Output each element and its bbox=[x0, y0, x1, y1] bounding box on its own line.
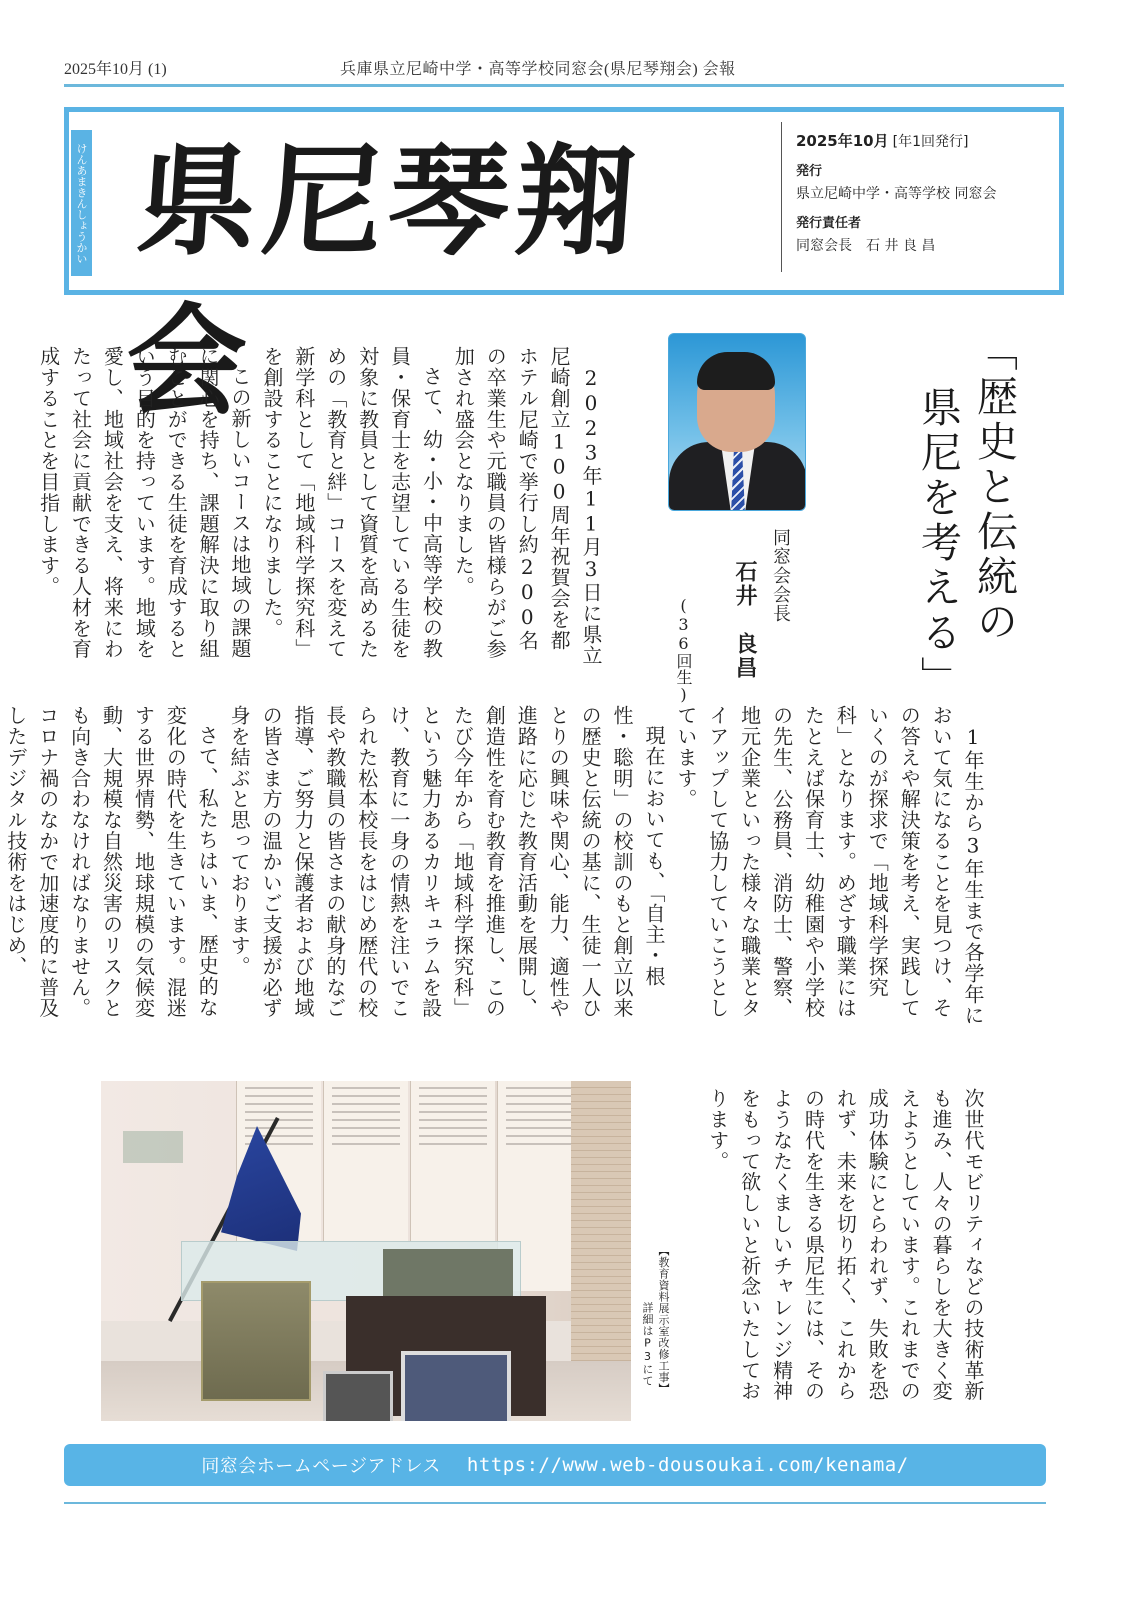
photo-window-reflection bbox=[123, 1131, 183, 1163]
author-name: 石井 良昌 bbox=[732, 560, 758, 680]
article-headline bbox=[872, 330, 1022, 701]
history-panel bbox=[410, 1081, 495, 1241]
article-body-bottom bbox=[705, 1088, 988, 1410]
publication-name: 兵庫県立尼崎中学・高等学校同窓会(県尼琴翔会) 会報 bbox=[340, 61, 736, 78]
homepage-banner bbox=[64, 1444, 1046, 1486]
masthead bbox=[64, 107, 1064, 432]
photo-caption-note: 詳細はP3にて bbox=[641, 1302, 654, 1387]
article-body-top bbox=[36, 346, 606, 668]
school-model bbox=[383, 1249, 513, 1299]
photo-caption-title: 【教育資料展示室改修工事】 bbox=[657, 1245, 670, 1395]
headline-line-1: 「歴史と伝統の bbox=[970, 330, 1018, 645]
publisher-value: 県立尼崎中学・高等学校 同窓会 bbox=[796, 186, 997, 202]
paragraph: さて、私たちはいま、歴史的な変化の時代を生きています。混迷する世界情勢、地球規模の気候変動、大規模な自然災害のリスクとも向き合わなければなりません。コロナ禍のなかで加速度的に普及したデジタル技術をはじめ、 bbox=[3, 705, 220, 1019]
running-header bbox=[64, 56, 1064, 86]
issue-date bbox=[796, 130, 1056, 151]
headline-line-2: 県尼を考える」 bbox=[914, 386, 962, 701]
portrait-hair bbox=[697, 352, 775, 390]
paragraph: 2023年11月3日に県立尼崎創立100周年祝賀会を都ホテル尼崎で挙行し約200名の卒業生や元職員の皆様らがご参加され盛会となりました。 bbox=[451, 346, 603, 666]
newsletter-title: 県尼琴翔会 bbox=[120, 131, 646, 432]
editor-value: 同窓会長 石 井 良 昌 bbox=[796, 238, 936, 254]
author-role: 同窓会会長 bbox=[770, 528, 791, 623]
photo-frame bbox=[323, 1371, 393, 1421]
homepage-url-link[interactable]: https://www.web-dousoukai.com/kenama/ bbox=[466, 1454, 909, 1476]
issue-page-label: 2025年10月 (1) bbox=[64, 61, 167, 78]
masthead-divider bbox=[781, 122, 782, 272]
publisher-label: 発行 bbox=[796, 164, 823, 179]
homepage-label: 同窓会ホームページアドレス bbox=[201, 1456, 441, 1477]
author-generation: (36回生) bbox=[674, 596, 693, 704]
header-rule bbox=[64, 84, 1064, 87]
editor-label: 発行責任者 bbox=[796, 216, 862, 231]
photo-frame bbox=[401, 1351, 511, 1421]
paragraph: この新しいコースは地域の課題に関心を持ち、課題解決に取り組むことができる生徒を育成するという目的を持っています。地域を愛し、地域社会を支え、将来にわたって社会に貢献できる人材を育成することを目指します。 bbox=[36, 346, 253, 660]
footer-rule bbox=[64, 1502, 1046, 1504]
title-reading: けんあまきんしょうかい bbox=[71, 130, 92, 276]
paragraph: さて、幼・小・中高等学校の教員・保育士を志望している生徒を対象に教員として資質を高めるための「教育と絆」コースを変えて新学科として「地域科学探究科」を創設することになりました。 bbox=[259, 346, 444, 660]
paragraph: 現在においても、「自主・根性・聡明」の校訓のもと創立以来の歴史と伝統の基に、生徒一人ひとりの興味や関心、能力、適性や進路に応じた教育活動を展開し、創造性を育む教育を推進し、このたび今年から「地域科学探究科」という魅力あるカリキュラムを設け、教育に一身の情熱を注いでこられた松本校長をはじめ歴代の校長や教職員の皆さまの献身的なご指導、ご努力と保護者および地域の皆さま方の温かいご支援が必ず身を結ぶと思っております。 bbox=[227, 705, 666, 1019]
exhibit-photo bbox=[101, 1081, 631, 1421]
history-panel bbox=[323, 1081, 408, 1241]
paragraph: 1年生から3年生まで各学年において気になることを見つけ、その答えや解決策を考え、実践していくのが探求で「地域科学探究科」となります。めざす職業にはたとえば保育士、幼稚園や小学校の先生、公務員、消防士、警察、地元企業といった様々な職業とタイアップして協力していこうとしています。 bbox=[673, 705, 985, 1026]
issue-date-value: 2025年10月 bbox=[796, 132, 889, 150]
article-body-middle bbox=[3, 705, 988, 1027]
photo-brick-wall bbox=[571, 1081, 631, 1381]
author-portrait bbox=[668, 333, 806, 511]
masthead-info bbox=[796, 130, 1056, 255]
old-banner bbox=[201, 1281, 311, 1401]
issue-frequency: [年1回発行] bbox=[892, 134, 969, 150]
paragraph: 次世代モビリティなどの技術革新も進み、人々の暮らしを大きく変えようとしています。これまでの成功体験にとらわれず、失敗を恐れず、未来を切り拓く、これからの時代を生きる県尼生には、そのようなたくましいチャレンジ精神をもって欲しいと祈念いたしております。 bbox=[705, 1088, 985, 1402]
